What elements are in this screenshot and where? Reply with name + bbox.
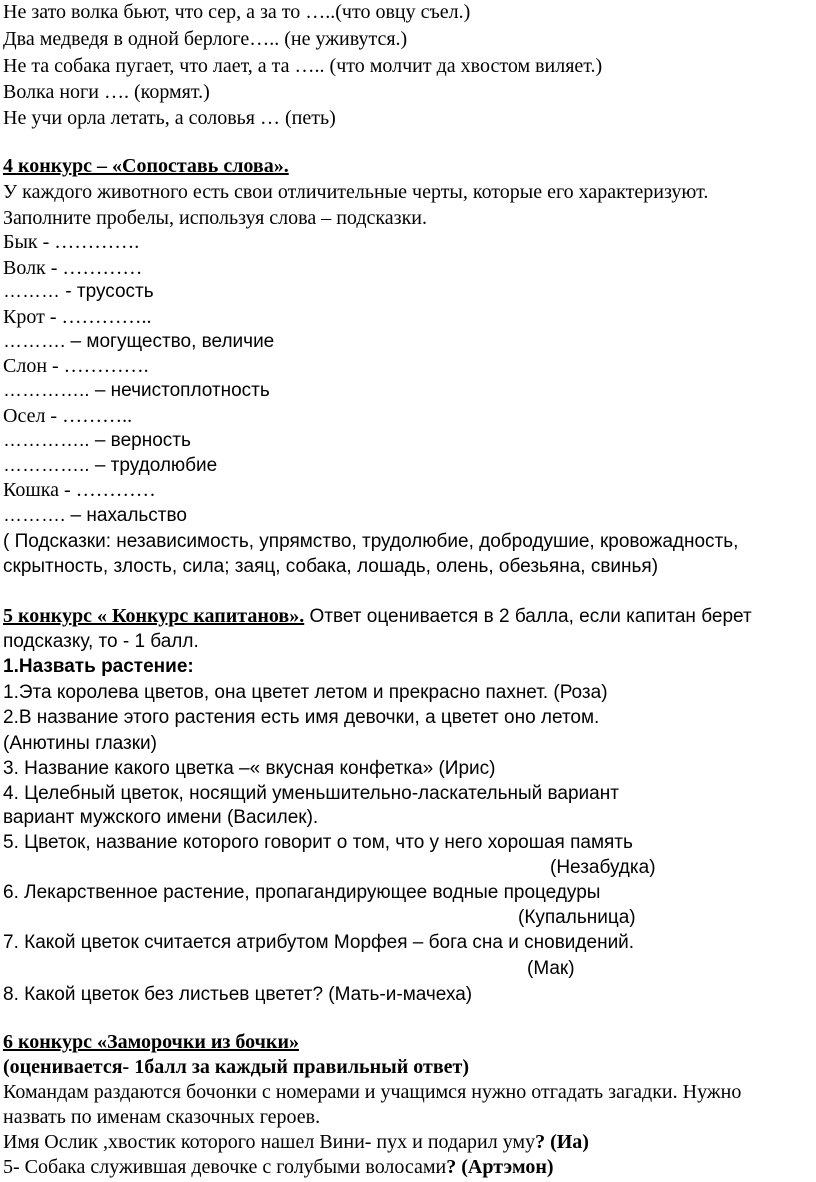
contest5-question: 1.Эта королева цветов, она цветет летом и прекрасно пахнет. (Роза) bbox=[3, 682, 608, 703]
contest4-item: Бык - …………. bbox=[3, 231, 140, 253]
contest4-title: 4 конкурс – «Сопоставь слова». bbox=[3, 155, 289, 177]
contest5-description: Ответ оценивается в 2 балла, если капитан берет bbox=[304, 606, 752, 627]
contest5-question: 3. Название какого цветка –« вкусная конфетка» (Ирис) bbox=[3, 758, 496, 779]
contest4-item: Волк - ………… bbox=[3, 257, 143, 279]
riddle-answer: ? (Артэмон) bbox=[446, 1156, 554, 1178]
contest5-heading-line bbox=[3, 604, 752, 629]
contest5-question: вариант мужского имени (Василек). bbox=[3, 807, 319, 828]
contest4-item: ………. – нахальство bbox=[3, 505, 187, 526]
proverb-line: Два медведя в одной берлоге….. (не уживутся.) bbox=[3, 28, 408, 50]
riddle-answer: ? (Иа) bbox=[535, 1131, 589, 1153]
contest6-description: Командам раздаются бочонки с номерами и учащимся нужно отгадать загадки. Нужно bbox=[3, 1081, 742, 1103]
contest5-answer: (Мак) bbox=[527, 958, 575, 979]
contest6-description: назвать по именам сказочных героев. bbox=[3, 1106, 321, 1128]
contest4-hint: ( Подсказки: независимость, упрямство, трудолюбие, добродушие, кровожадность, bbox=[3, 531, 739, 552]
contest4-item: Слон - …………. bbox=[3, 355, 149, 377]
contest5-answer: (Купальница) bbox=[518, 907, 636, 928]
contest5-subtitle: 1.Назвать растение: bbox=[3, 656, 194, 677]
contest4-item: ………. – могущество, величие bbox=[3, 331, 275, 352]
contest5-answer: (Незабудка) bbox=[550, 857, 656, 878]
contest4-item: ………….. – нечистоплотность bbox=[3, 380, 270, 401]
contest4-intro: Заполните пробелы, используя слова – подсказки. bbox=[3, 207, 427, 229]
contest6-scoring: (оценивается- 1балл за каждый правильный ответ) bbox=[3, 1056, 469, 1078]
contest5-description: подсказку, то - 1 балл. bbox=[3, 631, 199, 652]
contest5-question: 6. Лекарственное растение, пропагандирующее водные процедуры bbox=[3, 882, 601, 903]
contest6-title: 6 конкурс «Заморочки из бочки» bbox=[3, 1031, 299, 1053]
contest4-item: ………….. – верность bbox=[3, 430, 191, 451]
proverb-line: Не учи орла летать, а соловья … (петь) bbox=[3, 107, 336, 129]
proverb-line: Не зато волка бьют, что сер, а за то …..(что овцу съел.) bbox=[3, 1, 471, 23]
contest5-title: 5 конкурс « Конкурс капитанов». bbox=[3, 605, 305, 627]
contest4-item: Осел - ……….. bbox=[3, 405, 133, 427]
proverb-line: Волка ноги …. (кормят.) bbox=[3, 81, 210, 103]
contest5-question: 8. Какой цветок без листьев цветет? (Мать-и-мачеха) bbox=[3, 984, 473, 1005]
contest4-item: ………….. – трудолюбие bbox=[3, 455, 218, 476]
contest6-riddle bbox=[3, 1130, 589, 1154]
contest5-question: 2.В название этого растения есть имя девочки, а цветет оно летом. bbox=[3, 707, 600, 728]
proverb-line: Не та собака пугает, что лает, а та ….. (что молчит да хвостом виляет.) bbox=[3, 55, 603, 77]
contest5-question: 4. Целебный цветок, носящий уменьшительно-ласкательный вариант bbox=[3, 783, 619, 804]
contest4-hint: скрытность, злость, сила; заяц, собака, лошадь, олень, обезьяна, свинья) bbox=[3, 556, 659, 577]
contest4-intro: У каждого животного есть свои отличительные черты, которые его характеризуют. bbox=[3, 181, 709, 203]
contest5-answer: (Анютины глазки) bbox=[3, 733, 157, 754]
contest4-item: Крот - ………….. bbox=[3, 306, 152, 328]
riddle-text: Имя Ослик ,хвостик которого нашел Вини- пух и подарил уму bbox=[3, 1131, 536, 1153]
contest4-item: ……… - трусость bbox=[3, 281, 154, 302]
contest5-question: 5. Цветок, название которого говорит о том, что у него хорошая память bbox=[3, 832, 633, 853]
contest4-item: Кошка - ………… bbox=[3, 479, 156, 501]
contest6-riddle bbox=[3, 1155, 554, 1179]
riddle-text: 5- Собака служившая девочке с голубыми волосами bbox=[3, 1156, 447, 1178]
contest5-question: 7. Какой цветок считается атрибутом Морфея – бога сна и сновидений. bbox=[3, 932, 635, 953]
